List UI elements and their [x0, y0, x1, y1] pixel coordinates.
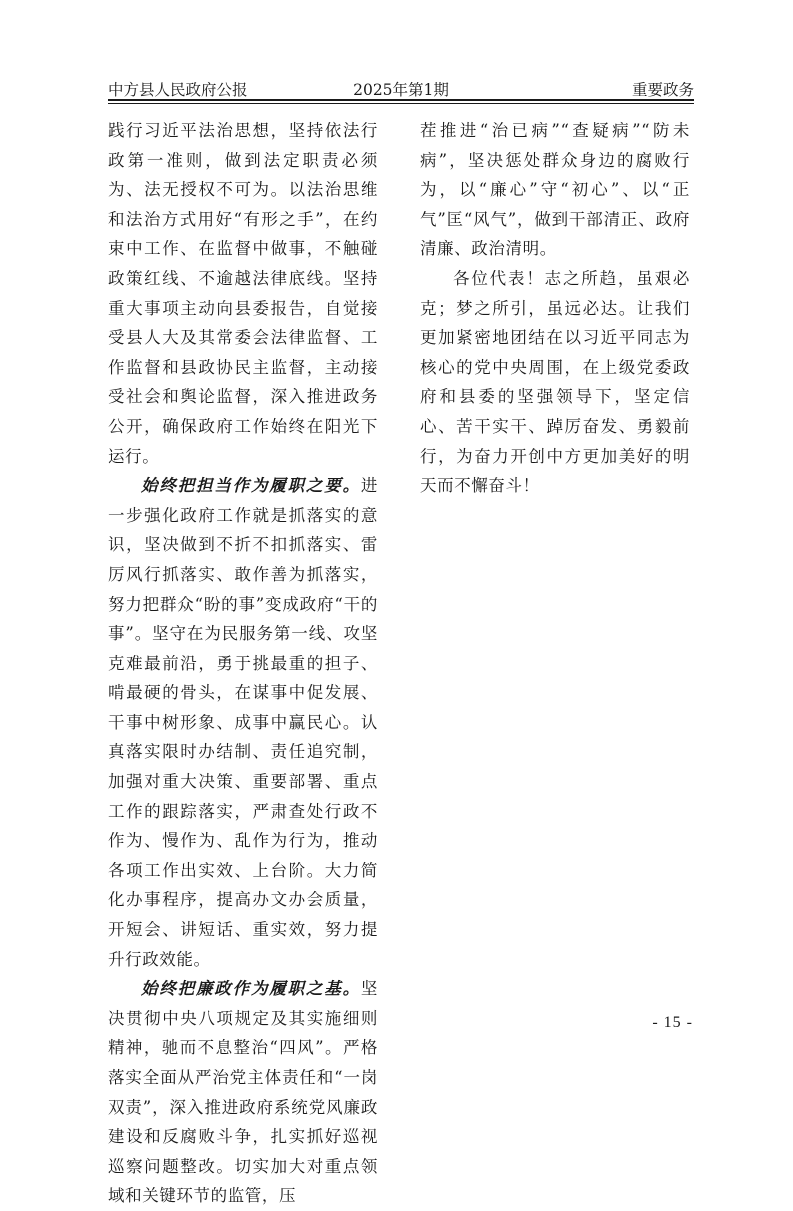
- body-paragraph: 践行习近平法治思想，坚持依法行政第一准则，做到法定职责必须为、法无授权不可为。以法治思维和法治方式用好“有形之手”，在约束中工作、在监督中做事，不触碰政策红线、不逾越法律底线。坚持重大事项主动向县委报告，自觉接受县人大及其常委会法律监督、工作监督和县政协民主监督，主动接受社会和舆论监督，深入推进政务公开，确保政府工作始终在阳光下运行。: [108, 121, 378, 466]
- publication-title: 中方县人民政府公报: [108, 81, 248, 99]
- issue-number: 2025年第1期: [353, 81, 449, 99]
- body-paragraph: [108, 471, 378, 974]
- paragraph-text: 坚决贯彻中央八项规定及其实施细则精神，驰而不息整治“四风”。严格落实全面从严治党主体责任和“一岗双责”，深入推进政府系统党风廉政建设和反腐败斗争，扎实抓好巡视巡察问题整改。切实加大对重点领域和关键环节的监管，压: [108, 979, 378, 1206]
- paragraph-lead: 始终把担当作为履职之要。: [141, 476, 361, 496]
- paragraph-lead: 始终把廉政作为履职之基。: [141, 979, 361, 999]
- body-paragraph: [108, 974, 378, 1211]
- body-paragraph: 茬推进“治已病”“查疑病”“防未病”，坚决惩处群众身边的腐败行为，以“廉心”守“初心”、以“正气”匡“风气”，做到干部清正、政府清廉、政治清明。: [420, 121, 690, 259]
- page-number: - 15 -: [652, 1014, 693, 1031]
- running-header: [108, 78, 694, 100]
- right-column: [420, 116, 690, 501]
- header-rule-thin: [108, 103, 694, 104]
- section-name: 重要政务: [631, 81, 694, 99]
- body-paragraph: 各位代表！志之所趋，虽艰必克；梦之所引，虽远必达。让我们更加紧密地团结在以习近平同志为核心的党中央周围，在上级党委政府和县委的坚强领导下，坚定信心、苦干实干、踔厉奋发、勇毅前行，为奋力开创中方更加美好的明天而不懈奋斗！: [420, 268, 690, 496]
- header-rule-thick: [108, 99, 694, 101]
- left-column: [108, 116, 378, 1211]
- paragraph-text: 进一步强化政府工作就是抓落实的意识，坚决做到不折不扣抓落实、雷厉风行抓落实、敢作善为抓落实，努力把群众“盼的事”变成政府“干的事”。坚守在为民服务第一线、攻坚克难最前沿，勇于挑最重的担子、啃最硬的骨头，在谋事中促发展、干事中树形象、成事中赢民心。认真落实限时办结制、责任追究制，加强对重大决策、重要部署、重点工作的跟踪落实，严肃查处行政不作为、慢作为、乱作为行为，推动各项工作出实效、上台阶。大力简化办事程序，提高办文办会质量，开短会、讲短话、重实效，努力提升行政效能。: [108, 476, 378, 969]
